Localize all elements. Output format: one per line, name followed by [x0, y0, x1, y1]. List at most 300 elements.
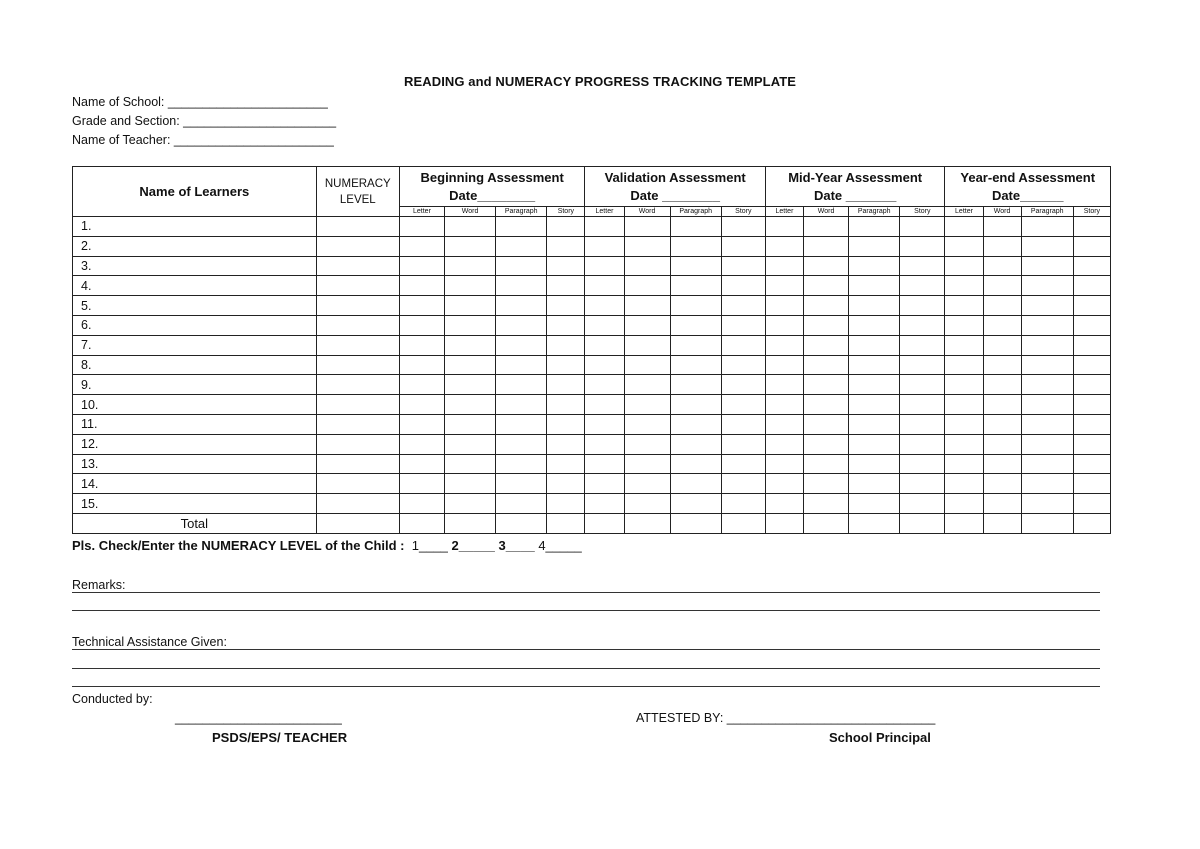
- score-cell[interactable]: [670, 494, 721, 514]
- score-cell[interactable]: [399, 375, 444, 395]
- score-cell[interactable]: [670, 236, 721, 256]
- score-cell[interactable]: [945, 414, 983, 434]
- score-cell[interactable]: [945, 296, 983, 316]
- score-cell[interactable]: [721, 474, 765, 494]
- numeracy-level-cell[interactable]: [316, 434, 399, 454]
- score-cell[interactable]: [585, 434, 624, 454]
- score-cell[interactable]: [1021, 474, 1073, 494]
- score-cell[interactable]: [670, 335, 721, 355]
- numeracy-option-3[interactable]: 3____: [498, 538, 535, 553]
- score-cell[interactable]: [721, 375, 765, 395]
- total-cell[interactable]: [624, 513, 670, 533]
- score-cell[interactable]: [765, 355, 803, 375]
- score-cell[interactable]: [804, 256, 849, 276]
- learner-name-cell[interactable]: 5.: [73, 296, 317, 316]
- score-cell[interactable]: [1073, 414, 1110, 434]
- score-cell[interactable]: [624, 454, 670, 474]
- score-cell[interactable]: [585, 395, 624, 415]
- score-cell[interactable]: [1073, 296, 1110, 316]
- score-cell[interactable]: [547, 395, 585, 415]
- score-cell[interactable]: [496, 236, 547, 256]
- score-cell[interactable]: [399, 217, 444, 237]
- numeracy-level-cell[interactable]: [316, 217, 399, 237]
- score-cell[interactable]: [765, 335, 803, 355]
- score-cell[interactable]: [547, 375, 585, 395]
- score-cell[interactable]: [445, 296, 496, 316]
- score-cell[interactable]: [624, 414, 670, 434]
- score-cell[interactable]: [900, 395, 945, 415]
- score-cell[interactable]: [945, 454, 983, 474]
- score-cell[interactable]: [804, 217, 849, 237]
- score-cell[interactable]: [1021, 236, 1073, 256]
- score-cell[interactable]: [900, 474, 945, 494]
- score-cell[interactable]: [1073, 494, 1110, 514]
- score-cell[interactable]: [721, 454, 765, 474]
- score-cell[interactable]: [983, 395, 1021, 415]
- score-cell[interactable]: [547, 315, 585, 335]
- score-cell[interactable]: [900, 494, 945, 514]
- score-cell[interactable]: [670, 414, 721, 434]
- score-cell[interactable]: [399, 454, 444, 474]
- score-cell[interactable]: [399, 315, 444, 335]
- score-cell[interactable]: [765, 454, 803, 474]
- score-cell[interactable]: [585, 256, 624, 276]
- score-cell[interactable]: [445, 217, 496, 237]
- score-cell[interactable]: [1021, 375, 1073, 395]
- score-cell[interactable]: [1073, 256, 1110, 276]
- score-cell[interactable]: [547, 355, 585, 375]
- score-cell[interactable]: [765, 414, 803, 434]
- learner-name-cell[interactable]: 2.: [73, 236, 317, 256]
- score-cell[interactable]: [547, 256, 585, 276]
- learner-name-cell[interactable]: 7.: [73, 335, 317, 355]
- score-cell[interactable]: [1021, 454, 1073, 474]
- score-cell[interactable]: [445, 395, 496, 415]
- score-cell[interactable]: [624, 256, 670, 276]
- attested-by-signature-line[interactable]: ATTESTED BY: ______________________________: [636, 711, 936, 725]
- score-cell[interactable]: [983, 217, 1021, 237]
- numeracy-level-cell[interactable]: [316, 236, 399, 256]
- total-cell[interactable]: [585, 513, 624, 533]
- score-cell[interactable]: [496, 494, 547, 514]
- score-cell[interactable]: [547, 296, 585, 316]
- score-cell[interactable]: [983, 296, 1021, 316]
- learner-name-cell[interactable]: 13.: [73, 454, 317, 474]
- score-cell[interactable]: [445, 355, 496, 375]
- learner-name-cell[interactable]: 11.: [73, 414, 317, 434]
- score-cell[interactable]: [983, 355, 1021, 375]
- score-cell[interactable]: [849, 414, 900, 434]
- score-cell[interactable]: [1073, 355, 1110, 375]
- score-cell[interactable]: [983, 236, 1021, 256]
- score-cell[interactable]: [804, 236, 849, 256]
- score-cell[interactable]: [849, 375, 900, 395]
- score-cell[interactable]: [945, 434, 983, 454]
- score-cell[interactable]: [585, 355, 624, 375]
- score-cell[interactable]: [585, 296, 624, 316]
- numeracy-level-cell[interactable]: [316, 276, 399, 296]
- numeracy-level-cell[interactable]: [316, 395, 399, 415]
- score-cell[interactable]: [849, 236, 900, 256]
- score-cell[interactable]: [765, 494, 803, 514]
- score-cell[interactable]: [547, 494, 585, 514]
- score-cell[interactable]: [547, 454, 585, 474]
- score-cell[interactable]: [1021, 494, 1073, 514]
- score-cell[interactable]: [765, 375, 803, 395]
- score-cell[interactable]: [1073, 395, 1110, 415]
- score-cell[interactable]: [900, 315, 945, 335]
- score-cell[interactable]: [900, 375, 945, 395]
- score-cell[interactable]: [849, 474, 900, 494]
- score-cell[interactable]: [983, 454, 1021, 474]
- score-cell[interactable]: [983, 414, 1021, 434]
- score-cell[interactable]: [670, 315, 721, 335]
- total-cell[interactable]: [496, 513, 547, 533]
- score-cell[interactable]: [1021, 217, 1073, 237]
- learner-name-cell[interactable]: 9.: [73, 375, 317, 395]
- numeracy-level-cell[interactable]: [316, 494, 399, 514]
- score-cell[interactable]: [670, 276, 721, 296]
- score-cell[interactable]: [1021, 395, 1073, 415]
- score-cell[interactable]: [945, 335, 983, 355]
- score-cell[interactable]: [445, 434, 496, 454]
- learner-name-cell[interactable]: 8.: [73, 355, 317, 375]
- score-cell[interactable]: [547, 236, 585, 256]
- score-cell[interactable]: [983, 335, 1021, 355]
- score-cell[interactable]: [1073, 454, 1110, 474]
- score-cell[interactable]: [496, 414, 547, 434]
- score-cell[interactable]: [804, 296, 849, 316]
- score-cell[interactable]: [765, 474, 803, 494]
- score-cell[interactable]: [849, 454, 900, 474]
- score-cell[interactable]: [765, 256, 803, 276]
- numeracy-level-cell[interactable]: [316, 474, 399, 494]
- score-cell[interactable]: [624, 217, 670, 237]
- score-cell[interactable]: [849, 256, 900, 276]
- score-cell[interactable]: [721, 494, 765, 514]
- score-cell[interactable]: [624, 335, 670, 355]
- score-cell[interactable]: [765, 434, 803, 454]
- score-cell[interactable]: [624, 236, 670, 256]
- score-cell[interactable]: [804, 355, 849, 375]
- learner-name-cell[interactable]: 1.: [73, 217, 317, 237]
- score-cell[interactable]: [804, 494, 849, 514]
- score-cell[interactable]: [445, 315, 496, 335]
- score-cell[interactable]: [445, 256, 496, 276]
- technical-assistance-line-3[interactable]: [72, 686, 1100, 687]
- score-cell[interactable]: [721, 256, 765, 276]
- score-cell[interactable]: [670, 375, 721, 395]
- score-cell[interactable]: [585, 454, 624, 474]
- score-cell[interactable]: [496, 474, 547, 494]
- score-cell[interactable]: [445, 414, 496, 434]
- score-cell[interactable]: [721, 315, 765, 335]
- score-cell[interactable]: [547, 276, 585, 296]
- score-cell[interactable]: [721, 434, 765, 454]
- numeracy-level-cell[interactable]: [316, 355, 399, 375]
- score-cell[interactable]: [849, 434, 900, 454]
- score-cell[interactable]: [849, 335, 900, 355]
- score-cell[interactable]: [399, 414, 444, 434]
- score-cell[interactable]: [721, 236, 765, 256]
- numeracy-level-cell[interactable]: [316, 315, 399, 335]
- teacher-name-field[interactable]: Name of Teacher: _______________________: [72, 133, 334, 147]
- total-cell[interactable]: [804, 513, 849, 533]
- score-cell[interactable]: [399, 395, 444, 415]
- score-cell[interactable]: [624, 296, 670, 316]
- score-cell[interactable]: [983, 276, 1021, 296]
- score-cell[interactable]: [670, 217, 721, 237]
- total-cell[interactable]: [316, 513, 399, 533]
- score-cell[interactable]: [721, 217, 765, 237]
- score-cell[interactable]: [1073, 375, 1110, 395]
- score-cell[interactable]: [585, 335, 624, 355]
- score-cell[interactable]: [496, 434, 547, 454]
- score-cell[interactable]: [765, 395, 803, 415]
- total-cell[interactable]: [1021, 513, 1073, 533]
- grade-section-field[interactable]: Grade and Section: ______________________: [72, 114, 337, 128]
- score-cell[interactable]: [945, 256, 983, 276]
- score-cell[interactable]: [804, 315, 849, 335]
- score-cell[interactable]: [670, 355, 721, 375]
- numeracy-level-cell[interactable]: [316, 335, 399, 355]
- score-cell[interactable]: [445, 375, 496, 395]
- score-cell[interactable]: [721, 395, 765, 415]
- score-cell[interactable]: [945, 315, 983, 335]
- remarks-line-1[interactable]: [72, 592, 1100, 593]
- score-cell[interactable]: [804, 375, 849, 395]
- score-cell[interactable]: [900, 355, 945, 375]
- score-cell[interactable]: [445, 474, 496, 494]
- score-cell[interactable]: [849, 395, 900, 415]
- numeracy-option-1[interactable]: 1____: [411, 538, 448, 553]
- score-cell[interactable]: [496, 217, 547, 237]
- score-cell[interactable]: [547, 434, 585, 454]
- score-cell[interactable]: [804, 414, 849, 434]
- score-cell[interactable]: [670, 474, 721, 494]
- score-cell[interactable]: [804, 474, 849, 494]
- numeracy-level-cell[interactable]: [316, 296, 399, 316]
- learner-name-cell[interactable]: 3.: [73, 256, 317, 276]
- score-cell[interactable]: [983, 375, 1021, 395]
- score-cell[interactable]: [945, 395, 983, 415]
- score-cell[interactable]: [1021, 296, 1073, 316]
- score-cell[interactable]: [496, 454, 547, 474]
- score-cell[interactable]: [900, 276, 945, 296]
- score-cell[interactable]: [983, 256, 1021, 276]
- score-cell[interactable]: [496, 395, 547, 415]
- total-cell[interactable]: [900, 513, 945, 533]
- assessment-date[interactable]: Date _______: [813, 187, 897, 203]
- score-cell[interactable]: [399, 276, 444, 296]
- total-cell[interactable]: [765, 513, 803, 533]
- assessment-date[interactable]: Date________: [449, 187, 536, 203]
- score-cell[interactable]: [804, 434, 849, 454]
- score-cell[interactable]: [399, 474, 444, 494]
- total-cell[interactable]: [849, 513, 900, 533]
- score-cell[interactable]: [945, 355, 983, 375]
- learner-name-cell[interactable]: 15.: [73, 494, 317, 514]
- score-cell[interactable]: [547, 414, 585, 434]
- score-cell[interactable]: [900, 454, 945, 474]
- total-cell[interactable]: [670, 513, 721, 533]
- score-cell[interactable]: [496, 315, 547, 335]
- learner-name-cell[interactable]: 14.: [73, 474, 317, 494]
- score-cell[interactable]: [496, 355, 547, 375]
- total-cell[interactable]: [721, 513, 765, 533]
- score-cell[interactable]: [900, 217, 945, 237]
- score-cell[interactable]: [585, 315, 624, 335]
- score-cell[interactable]: [900, 256, 945, 276]
- score-cell[interactable]: [804, 335, 849, 355]
- score-cell[interactable]: [1021, 434, 1073, 454]
- score-cell[interactable]: [670, 454, 721, 474]
- score-cell[interactable]: [585, 236, 624, 256]
- score-cell[interactable]: [1073, 474, 1110, 494]
- score-cell[interactable]: [547, 335, 585, 355]
- numeracy-level-cell[interactable]: [316, 414, 399, 434]
- score-cell[interactable]: [1021, 335, 1073, 355]
- numeracy-level-cell[interactable]: [316, 375, 399, 395]
- score-cell[interactable]: [624, 434, 670, 454]
- score-cell[interactable]: [1073, 276, 1110, 296]
- score-cell[interactable]: [983, 315, 1021, 335]
- score-cell[interactable]: [585, 276, 624, 296]
- score-cell[interactable]: [721, 414, 765, 434]
- score-cell[interactable]: [1021, 414, 1073, 434]
- numeracy-level-cell[interactable]: [316, 454, 399, 474]
- numeracy-option-4[interactable]: 4_____: [538, 538, 582, 553]
- score-cell[interactable]: [1021, 276, 1073, 296]
- assessment-date[interactable]: Date______: [991, 187, 1064, 203]
- score-cell[interactable]: [399, 296, 444, 316]
- score-cell[interactable]: [399, 335, 444, 355]
- score-cell[interactable]: [983, 434, 1021, 454]
- score-cell[interactable]: [900, 335, 945, 355]
- score-cell[interactable]: [849, 494, 900, 514]
- score-cell[interactable]: [624, 395, 670, 415]
- score-cell[interactable]: [445, 276, 496, 296]
- assessment-date[interactable]: Date ________: [630, 187, 720, 203]
- score-cell[interactable]: [721, 276, 765, 296]
- score-cell[interactable]: [900, 296, 945, 316]
- learner-name-cell[interactable]: 10.: [73, 395, 317, 415]
- score-cell[interactable]: [585, 217, 624, 237]
- technical-assistance-line-2[interactable]: [72, 668, 1100, 669]
- score-cell[interactable]: [496, 276, 547, 296]
- numeracy-level-cell[interactable]: [316, 256, 399, 276]
- score-cell[interactable]: [445, 236, 496, 256]
- technical-assistance-line-1[interactable]: [72, 649, 1100, 650]
- score-cell[interactable]: [765, 315, 803, 335]
- score-cell[interactable]: [624, 375, 670, 395]
- remarks-line-2[interactable]: [72, 610, 1100, 611]
- score-cell[interactable]: [765, 276, 803, 296]
- school-name-field[interactable]: Name of School: _______________________: [72, 95, 328, 109]
- conducted-by-signature-line[interactable]: ________________________: [175, 711, 342, 725]
- score-cell[interactable]: [945, 494, 983, 514]
- score-cell[interactable]: [983, 494, 1021, 514]
- score-cell[interactable]: [585, 414, 624, 434]
- score-cell[interactable]: [765, 236, 803, 256]
- learner-name-cell[interactable]: 4.: [73, 276, 317, 296]
- score-cell[interactable]: [1021, 315, 1073, 335]
- score-cell[interactable]: [900, 434, 945, 454]
- score-cell[interactable]: [849, 355, 900, 375]
- score-cell[interactable]: [624, 474, 670, 494]
- score-cell[interactable]: [849, 276, 900, 296]
- score-cell[interactable]: [945, 474, 983, 494]
- score-cell[interactable]: [670, 395, 721, 415]
- score-cell[interactable]: [721, 335, 765, 355]
- score-cell[interactable]: [849, 315, 900, 335]
- score-cell[interactable]: [1073, 335, 1110, 355]
- score-cell[interactable]: [624, 494, 670, 514]
- score-cell[interactable]: [721, 296, 765, 316]
- score-cell[interactable]: [399, 236, 444, 256]
- score-cell[interactable]: [399, 494, 444, 514]
- score-cell[interactable]: [900, 414, 945, 434]
- score-cell[interactable]: [399, 434, 444, 454]
- score-cell[interactable]: [804, 395, 849, 415]
- score-cell[interactable]: [1073, 434, 1110, 454]
- score-cell[interactable]: [983, 474, 1021, 494]
- score-cell[interactable]: [445, 454, 496, 474]
- score-cell[interactable]: [670, 256, 721, 276]
- score-cell[interactable]: [765, 217, 803, 237]
- score-cell[interactable]: [547, 217, 585, 237]
- score-cell[interactable]: [624, 355, 670, 375]
- score-cell[interactable]: [1073, 217, 1110, 237]
- score-cell[interactable]: [496, 256, 547, 276]
- score-cell[interactable]: [849, 296, 900, 316]
- score-cell[interactable]: [399, 256, 444, 276]
- score-cell[interactable]: [721, 355, 765, 375]
- score-cell[interactable]: [585, 494, 624, 514]
- score-cell[interactable]: [900, 236, 945, 256]
- score-cell[interactable]: [624, 276, 670, 296]
- score-cell[interactable]: [496, 335, 547, 355]
- score-cell[interactable]: [585, 375, 624, 395]
- total-cell[interactable]: [945, 513, 983, 533]
- score-cell[interactable]: [945, 375, 983, 395]
- score-cell[interactable]: [1073, 315, 1110, 335]
- score-cell[interactable]: [547, 474, 585, 494]
- total-cell[interactable]: [445, 513, 496, 533]
- score-cell[interactable]: [804, 454, 849, 474]
- score-cell[interactable]: [765, 296, 803, 316]
- score-cell[interactable]: [1073, 236, 1110, 256]
- score-cell[interactable]: [496, 296, 547, 316]
- score-cell[interactable]: [1021, 355, 1073, 375]
- score-cell[interactable]: [585, 474, 624, 494]
- score-cell[interactable]: [496, 375, 547, 395]
- score-cell[interactable]: [670, 296, 721, 316]
- score-cell[interactable]: [945, 276, 983, 296]
- numeracy-option-2[interactable]: 2_____: [451, 538, 495, 553]
- score-cell[interactable]: [849, 217, 900, 237]
- score-cell[interactable]: [1021, 256, 1073, 276]
- score-cell[interactable]: [445, 335, 496, 355]
- total-cell[interactable]: [983, 513, 1021, 533]
- learner-name-cell[interactable]: 6.: [73, 315, 317, 335]
- total-cell[interactable]: [1073, 513, 1110, 533]
- score-cell[interactable]: [445, 494, 496, 514]
- score-cell[interactable]: [945, 217, 983, 237]
- total-cell[interactable]: [399, 513, 444, 533]
- learner-name-cell[interactable]: 12.: [73, 434, 317, 454]
- score-cell[interactable]: [399, 355, 444, 375]
